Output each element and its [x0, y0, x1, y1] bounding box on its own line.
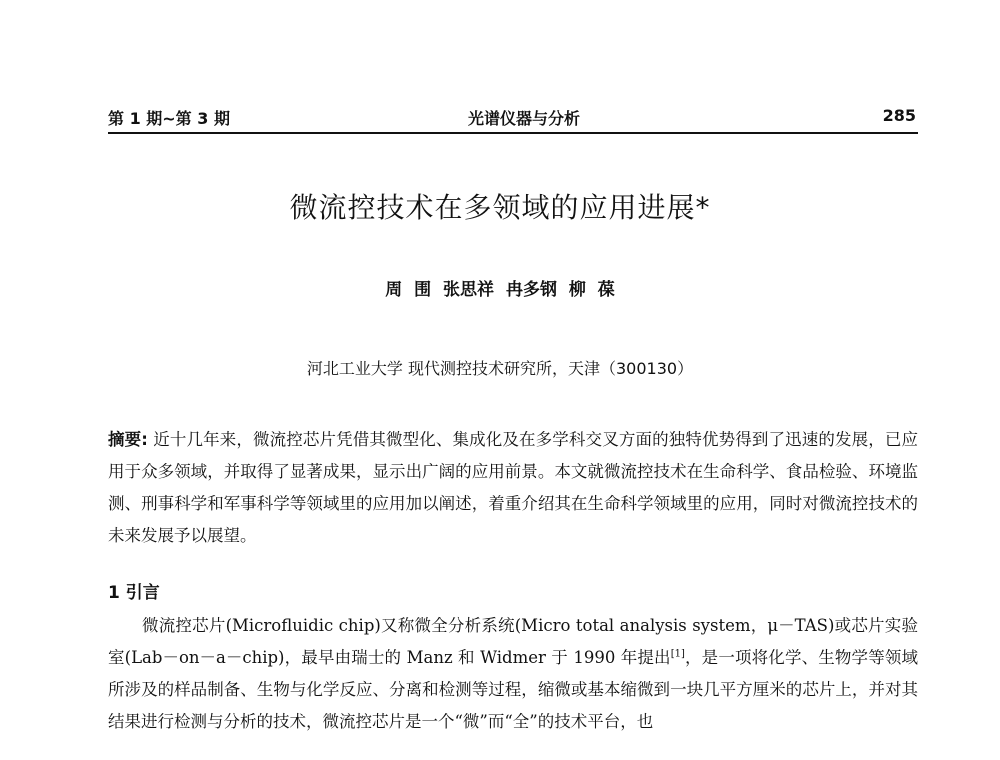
abstract-text: 近十几年来，微流控芯片凭借其微型化、集成化及在多学科交叉方面的独特优势得到了迅速的发展，已应用于众多领域，并取得了显著成果，显示出广阔的应用前景。本文就微流控技术在生命科学、食品检验、环境监测、刑事科学和军事科学等领域里的应用加以阐述，着重介绍其在生命科学领域里的应用，同时对微流控技术的未来发展予以展望。 [108, 430, 918, 545]
paragraph-part-2: ，是一项将化学、生物学等领域所涉及的样品制备、生物与化学反应、分离和检测等过程，缩微或基本缩微到一块几平方厘米的芯片上，并对其结果进行检测与分析的技术，微流控芯片是一个“微”而“全”的技术平台，也 [108, 648, 919, 731]
issue-label: 第 1 期~第 3 期 [108, 109, 230, 128]
journal-name: 光谱仪器与分析 [468, 109, 581, 128]
abstract-label: 摘要: [108, 430, 148, 449]
abstract [108, 424, 918, 552]
author-list: 周 围 张思祥 冉多钢 柳 葆 [385, 280, 615, 300]
header-rule [108, 132, 918, 134]
body-paragraph [108, 610, 918, 738]
citation-ref: [1] [670, 648, 685, 660]
page-number: 285 [882, 106, 916, 125]
affiliation: 河北工业大学 现代测控技术研究所，天津（300130） [306, 359, 694, 378]
paragraph-text [108, 610, 918, 738]
section-heading-introduction: 1 引言 [108, 583, 160, 603]
paragraph-part-1: 微流控芯片(Microfluidic chip)又称微全分析系统(Micro total analysis system，μ－TAS)或芯片实验室(Lab－on－a－chip)，最早由瑞士的 Manz 和 Widmer 于 1990 年提出 [108, 616, 918, 667]
running-header [108, 106, 918, 132]
article-title: 微流控技术在多领域的应用进展* [289, 191, 711, 224]
